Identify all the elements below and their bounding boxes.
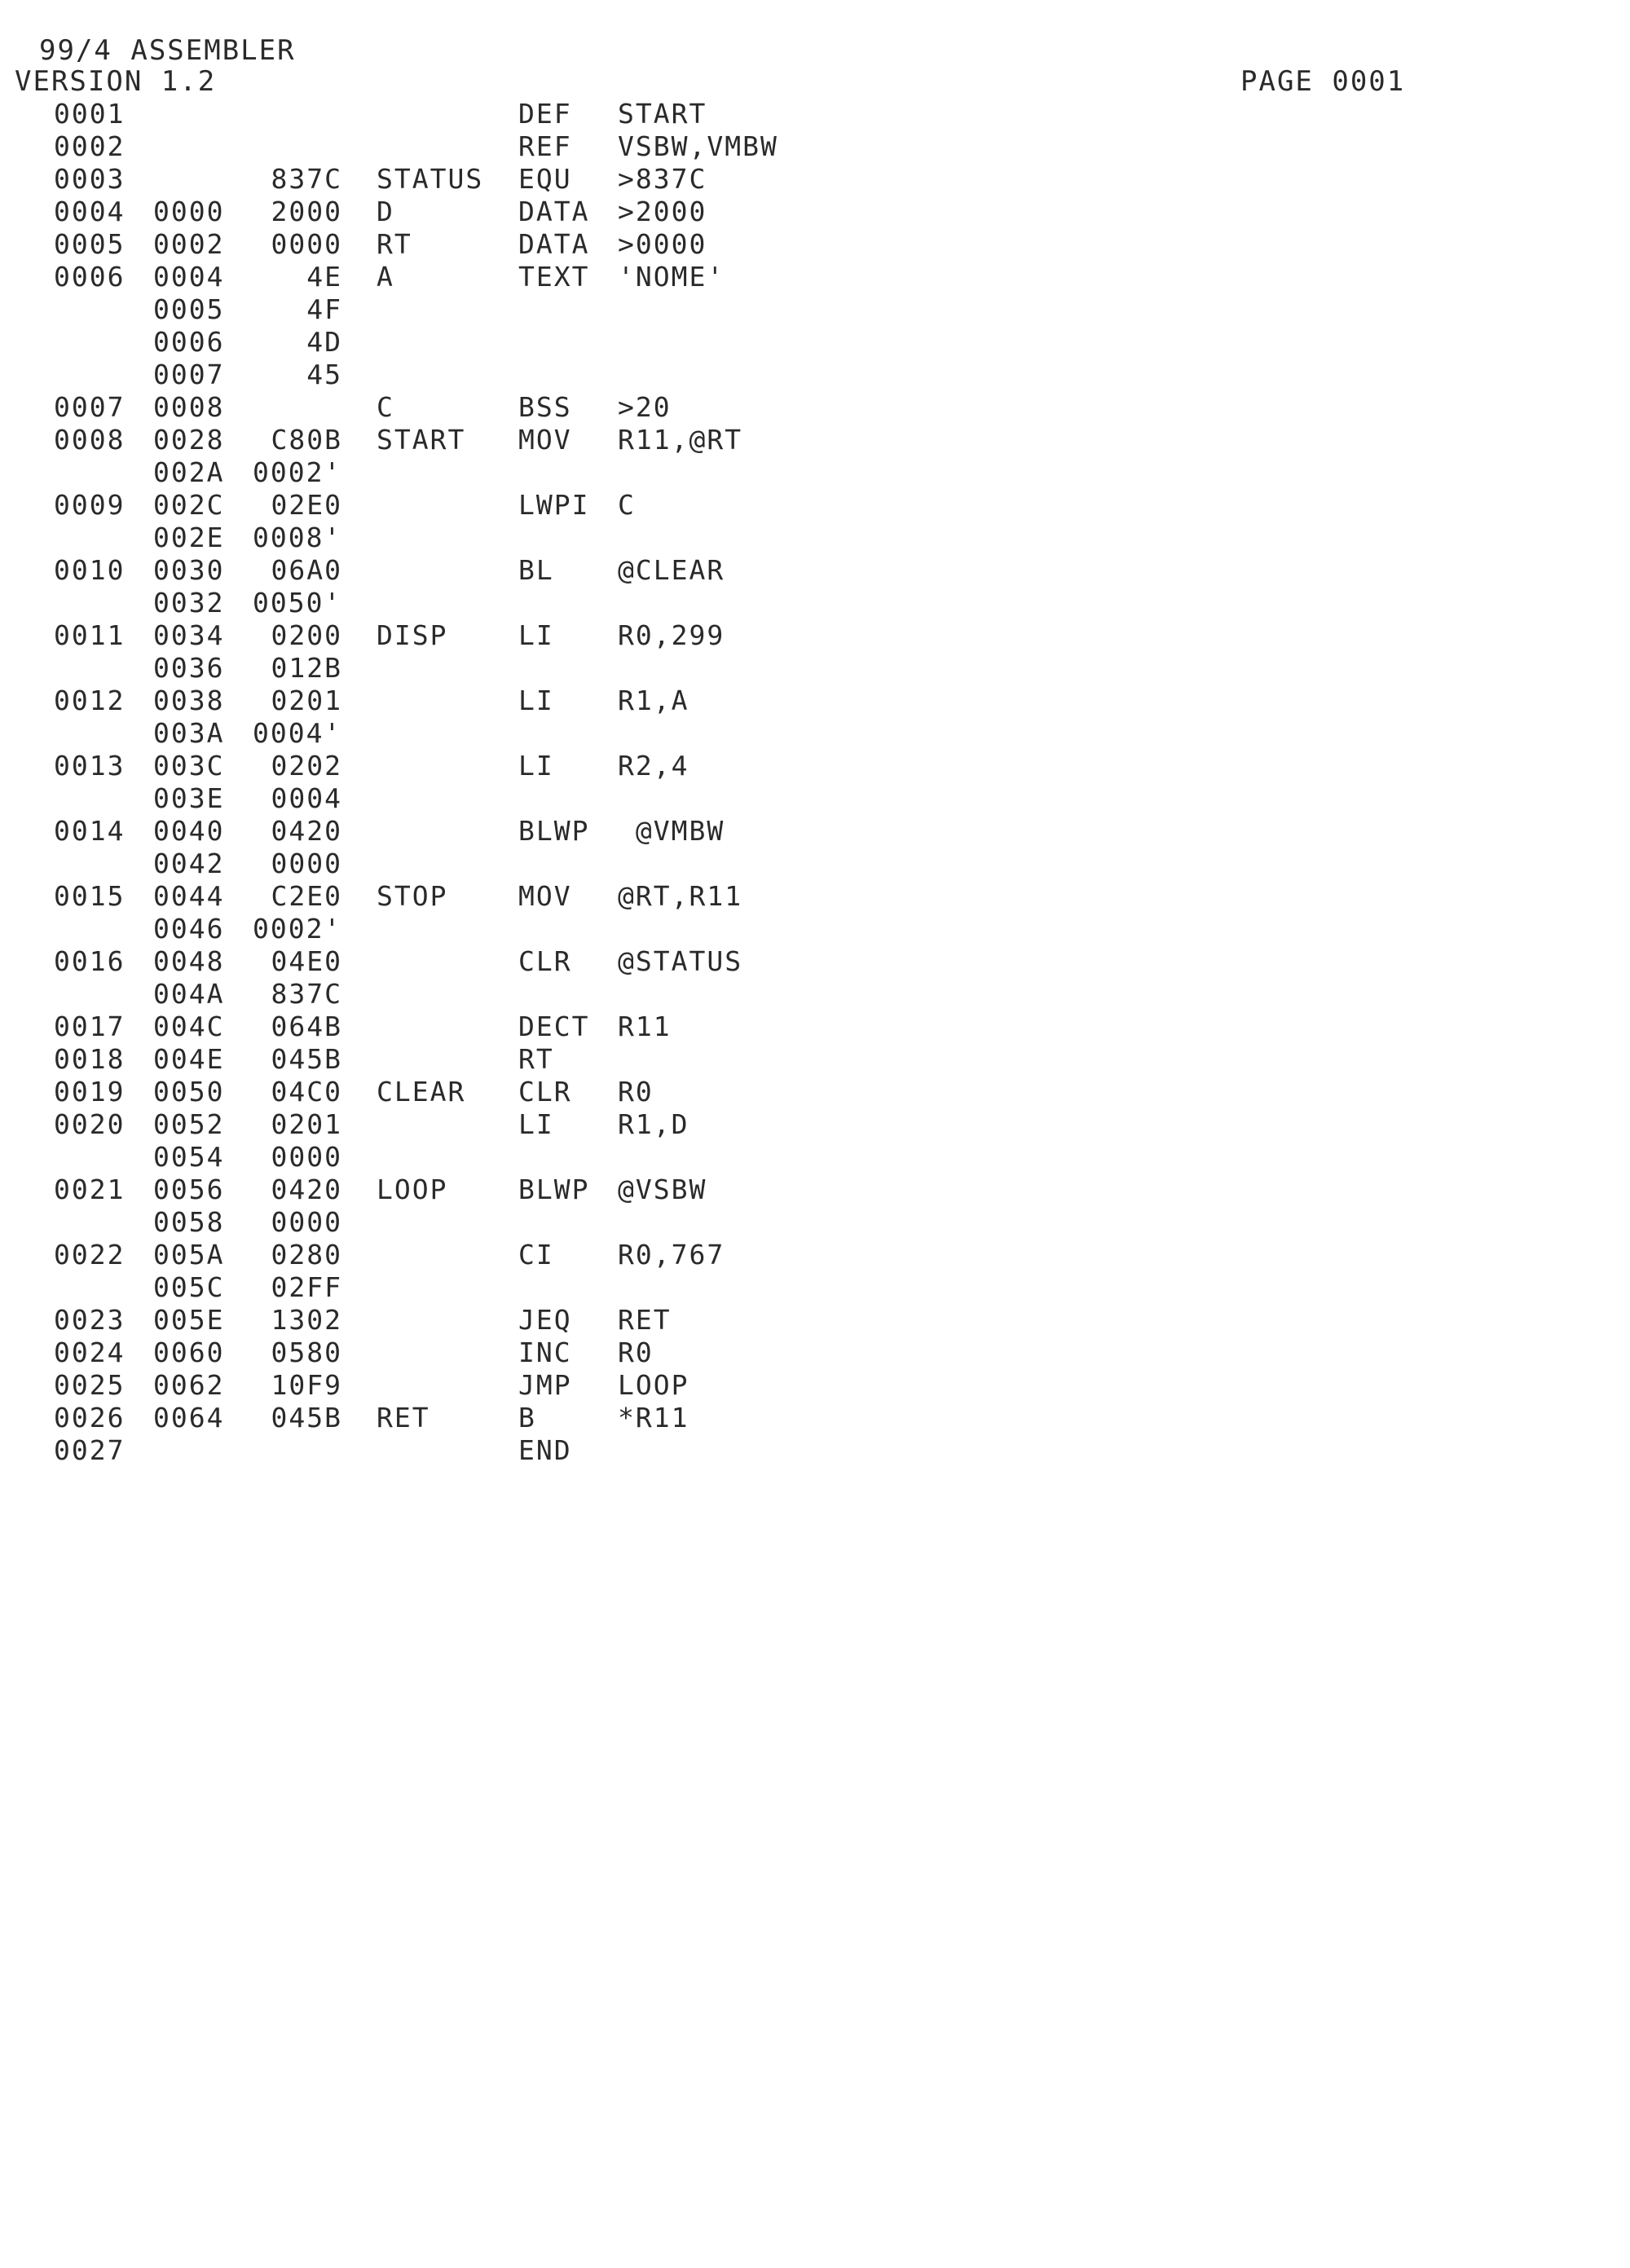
listing-code: 0000 <box>271 1141 342 1173</box>
listing-row <box>0 293 815 326</box>
listing-operand: R0 <box>618 1337 654 1368</box>
listing-label: DISP <box>377 619 448 651</box>
listing-operand: @VMBW <box>618 815 725 847</box>
listing-op: TEXT <box>518 261 590 293</box>
listing-line: 0018 <box>54 1043 126 1075</box>
listing-code: 0420 <box>271 1174 342 1205</box>
listing-operand: R11 <box>618 1011 672 1042</box>
listing-addr: 003A <box>153 717 225 749</box>
listing-row <box>0 1434 815 1467</box>
listing-addr: 005C <box>153 1271 225 1303</box>
listing-row <box>0 456 815 489</box>
listing-row <box>0 359 815 391</box>
listing-op: LWPI <box>518 489 590 521</box>
listing-op: DATA <box>518 228 590 260</box>
listing-row <box>0 424 815 456</box>
listing-row <box>0 326 815 359</box>
listing-op: DEF <box>518 98 572 130</box>
listing-line: 0011 <box>54 619 126 651</box>
listing-op: CLR <box>518 945 572 977</box>
listing-row <box>0 1108 815 1141</box>
listing-code: 0201 <box>271 1108 342 1140</box>
listing-op: BSS <box>518 391 572 423</box>
listing-op: MOV <box>518 880 572 912</box>
listing-row <box>0 1369 815 1402</box>
listing-code: 0008' <box>253 522 342 553</box>
listing-operand: R11,@RT <box>618 424 743 456</box>
listing-addr: 0048 <box>153 945 225 977</box>
listing-op: LI <box>518 685 554 716</box>
listing-operand: R0 <box>618 1076 654 1108</box>
listing-op: END <box>518 1434 572 1466</box>
listing-addr: 0032 <box>153 587 225 619</box>
listing-addr: 0056 <box>153 1174 225 1205</box>
listing-code: 0202 <box>271 750 342 782</box>
listing-code: 0420 <box>271 815 342 847</box>
listing-operand: @STATUS <box>618 945 743 977</box>
listing-op: JEQ <box>518 1304 572 1336</box>
listing-line: 0002 <box>54 130 126 162</box>
listing-addr: 0050 <box>153 1076 225 1108</box>
listing-operand: >20 <box>618 391 672 423</box>
listing-row <box>0 619 815 652</box>
listing-line: 0005 <box>54 228 126 260</box>
listing-addr: 0060 <box>153 1337 225 1368</box>
listing-line: 0001 <box>54 98 126 130</box>
listing-code: 0004 <box>271 782 342 814</box>
listing-op: REF <box>518 130 572 162</box>
listing-op: LI <box>518 1108 554 1140</box>
listing-addr: 0062 <box>153 1369 225 1401</box>
listing-op: MOV <box>518 424 572 456</box>
listing-addr: 0004 <box>153 261 225 293</box>
listing-code: 045B <box>271 1402 342 1433</box>
listing-code: 45 <box>306 359 342 390</box>
listing-row <box>0 1174 815 1206</box>
listing-label: RT <box>377 228 412 260</box>
listing-row <box>0 1011 815 1043</box>
listing-line: 0008 <box>54 424 126 456</box>
listing-row <box>0 1402 815 1434</box>
listing-addr: 0030 <box>153 554 225 586</box>
listing-addr: 0028 <box>153 424 225 456</box>
listing-line: 0025 <box>54 1369 126 1401</box>
listing-row <box>0 489 815 522</box>
listing-row <box>0 554 815 587</box>
listing-row <box>0 1337 815 1369</box>
listing-code: 02FF <box>271 1271 342 1303</box>
listing-code: 0580 <box>271 1337 342 1368</box>
listing-row <box>0 391 815 424</box>
listing-code: 0050' <box>253 587 342 619</box>
listing-operand: C <box>618 489 636 521</box>
listing-row <box>0 913 815 945</box>
listing-addr: 0040 <box>153 815 225 847</box>
listing-code: 1302 <box>271 1304 342 1336</box>
listing-op: B <box>518 1402 536 1433</box>
listing-label: RET <box>377 1402 430 1433</box>
listing-addr: 0008 <box>153 391 225 423</box>
listing-addr: 005A <box>153 1239 225 1271</box>
listing-label: D <box>377 196 394 227</box>
listing-addr: 002C <box>153 489 225 521</box>
listing-op: BL <box>518 554 554 586</box>
listing-op: LI <box>518 750 554 782</box>
listing-addr: 0000 <box>153 196 225 227</box>
listing-code: 0000 <box>271 1206 342 1238</box>
assembler-version: VERSION 1.2 <box>15 65 217 98</box>
listing-code: 4D <box>306 326 342 358</box>
listing-row <box>0 1076 815 1108</box>
listing-code: 0002' <box>253 913 342 945</box>
listing-operand: >2000 <box>618 196 707 227</box>
listing-label: STATUS <box>377 163 484 195</box>
listing-line: 0007 <box>54 391 126 423</box>
listing-op: LI <box>518 619 554 651</box>
listing-code: 045B <box>271 1043 342 1075</box>
listing-line: 0021 <box>54 1174 126 1205</box>
listing-operand: R1,D <box>618 1108 689 1140</box>
listing-line: 0013 <box>54 750 126 782</box>
listing-row <box>0 750 815 782</box>
listing-line: 0015 <box>54 880 126 912</box>
listing-line: 0023 <box>54 1304 126 1336</box>
listing-op: EQU <box>518 163 572 195</box>
listing-row <box>0 848 815 880</box>
listing-code: C2E0 <box>271 880 342 912</box>
listing-addr: 0064 <box>153 1402 225 1433</box>
listing-line: 0020 <box>54 1108 126 1140</box>
listing-code: 0000 <box>271 228 342 260</box>
listing-addr: 0038 <box>153 685 225 716</box>
listing-code: 064B <box>271 1011 342 1042</box>
listing-code: 0201 <box>271 685 342 716</box>
listing-row <box>0 228 815 261</box>
listing-operand: @RT,R11 <box>618 880 743 912</box>
listing-label: C <box>377 391 394 423</box>
listing-operand: >837C <box>618 163 707 195</box>
listing-operand: RET <box>618 1304 672 1336</box>
listing-line: 0026 <box>54 1402 126 1433</box>
listing-code: 837C <box>271 163 342 195</box>
listing-operand: @CLEAR <box>618 554 725 586</box>
listing-addr: 003C <box>153 750 225 782</box>
listing-line: 0022 <box>54 1239 126 1271</box>
listing-addr: 004C <box>153 1011 225 1042</box>
listing-row <box>0 163 815 196</box>
listing-op: JMP <box>518 1369 572 1401</box>
listing-row <box>0 587 815 619</box>
listing-row <box>0 652 815 685</box>
listing-addr: 002A <box>153 456 225 488</box>
listing-line: 0004 <box>54 196 126 227</box>
listing-row <box>0 815 815 848</box>
listing-op: CLR <box>518 1076 572 1108</box>
listing-code: 0000 <box>271 848 342 879</box>
listing-operand: VSBW,VMBW <box>618 130 778 162</box>
listing-addr: 0034 <box>153 619 225 651</box>
listing-addr: 0005 <box>153 293 225 325</box>
listing-code: 837C <box>271 978 342 1010</box>
listing-addr: 0007 <box>153 359 225 390</box>
listing-code: 04E0 <box>271 945 342 977</box>
listing-row <box>0 717 815 750</box>
listing-code: 0200 <box>271 619 342 651</box>
listing-row <box>0 98 815 130</box>
listing-code: 2000 <box>271 196 342 227</box>
listing-row <box>0 130 815 163</box>
listing-code: 0004' <box>253 717 342 749</box>
listing-addr: 005E <box>153 1304 225 1336</box>
listing-addr: 0042 <box>153 848 225 879</box>
listing-op: DATA <box>518 196 590 227</box>
listing-line: 0016 <box>54 945 126 977</box>
listing-code: 4F <box>306 293 342 325</box>
listing-row <box>0 685 815 717</box>
listing-line: 0009 <box>54 489 126 521</box>
listing-op: DECT <box>518 1011 590 1042</box>
listing-line: 0014 <box>54 815 126 847</box>
listing-row <box>0 261 815 293</box>
listing-operand: R1,A <box>618 685 689 716</box>
listing-row <box>0 522 815 554</box>
listing-addr: 0046 <box>153 913 225 945</box>
listing-line: 0019 <box>54 1076 126 1108</box>
listing-operand: R2,4 <box>618 750 689 782</box>
listing-code: 04C0 <box>271 1076 342 1108</box>
assembler-title: 99/4 ASSEMBLER <box>39 34 296 67</box>
listing-operand: *R11 <box>618 1402 689 1433</box>
listing-code: 012B <box>271 652 342 684</box>
listing-addr: 0006 <box>153 326 225 358</box>
listing-code: 0002' <box>253 456 342 488</box>
listing-label: LOOP <box>377 1174 448 1205</box>
listing-row <box>0 945 815 978</box>
listing-addr: 004A <box>153 978 225 1010</box>
listing-row <box>0 1271 815 1304</box>
listing-addr: 0044 <box>153 880 225 912</box>
page-number: PAGE 0001 <box>1240 65 1406 98</box>
listing-addr: 0052 <box>153 1108 225 1140</box>
listing-code: 06A0 <box>271 554 342 586</box>
listing-line: 0017 <box>54 1011 126 1042</box>
listing-label: START <box>377 424 466 456</box>
listing-row <box>0 1239 815 1271</box>
listing-label: STOP <box>377 880 448 912</box>
listing-operand: LOOP <box>618 1369 689 1401</box>
listing-row <box>0 196 815 228</box>
listing-addr: 0036 <box>153 652 225 684</box>
listing-op: INC <box>518 1337 572 1368</box>
listing-row <box>0 1043 815 1076</box>
listing-operand: 'NOME' <box>618 261 725 293</box>
listing-line: 0010 <box>54 554 126 586</box>
listing-operand: START <box>618 98 707 130</box>
listing-line: 0003 <box>54 163 126 195</box>
listing-operand: R0,767 <box>618 1239 725 1271</box>
listing-addr: 004E <box>153 1043 225 1075</box>
listing-line: 0012 <box>54 685 126 716</box>
listing-code: 10F9 <box>271 1369 342 1401</box>
listing-addr: 002E <box>153 522 225 553</box>
listing-op: BLWP <box>518 815 590 847</box>
listing-op: RT <box>518 1043 554 1075</box>
listing-row <box>0 782 815 815</box>
listing-code: 4E <box>306 261 342 293</box>
listing-row <box>0 1206 815 1239</box>
listing-addr: 003E <box>153 782 225 814</box>
listing-operand: @VSBW <box>618 1174 707 1205</box>
listing-operand: >0000 <box>618 228 707 260</box>
listing-code: 02E0 <box>271 489 342 521</box>
listing-code: 0280 <box>271 1239 342 1271</box>
listing-label: A <box>377 261 394 293</box>
listing-addr: 0058 <box>153 1206 225 1238</box>
listing-code: C80B <box>271 424 342 456</box>
listing-line: 0024 <box>54 1337 126 1368</box>
listing-line: 0027 <box>54 1434 126 1466</box>
listing-operand: R0,299 <box>618 619 725 651</box>
listing-row <box>0 1304 815 1337</box>
listing-label: CLEAR <box>377 1076 466 1108</box>
listing-row <box>0 1141 815 1174</box>
listing-op: CI <box>518 1239 554 1271</box>
listing-op: BLWP <box>518 1174 590 1205</box>
listing-addr: 0054 <box>153 1141 225 1173</box>
listing-row <box>0 880 815 913</box>
listing-row <box>0 978 815 1011</box>
listing-addr: 0002 <box>153 228 225 260</box>
listing-line: 0006 <box>54 261 126 293</box>
